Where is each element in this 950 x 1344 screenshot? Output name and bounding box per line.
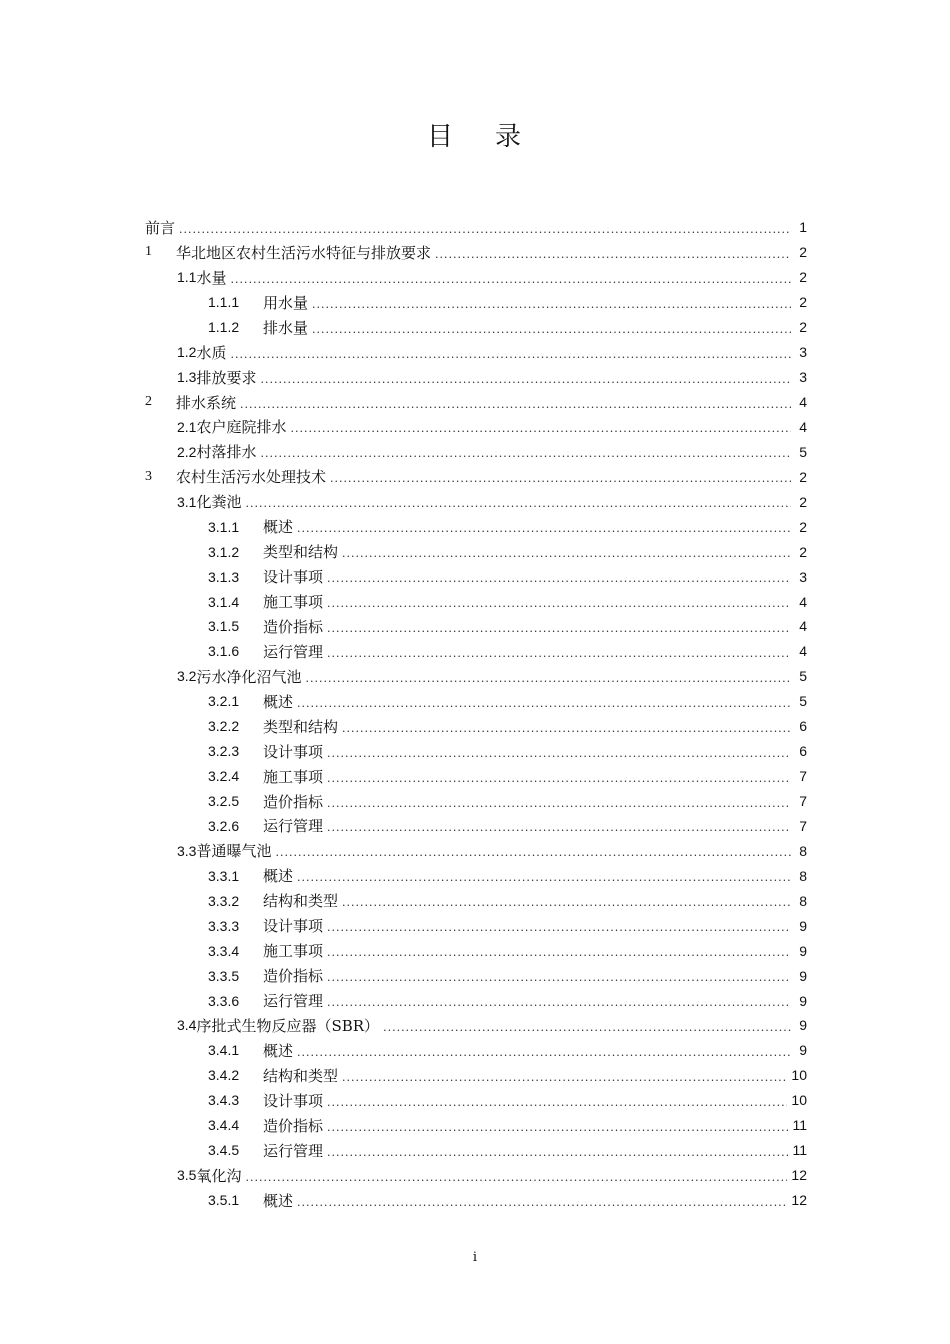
toc-entry[interactable]	[145, 1088, 807, 1113]
toc-entry[interactable]	[145, 639, 807, 664]
toc-entry-page: 7	[799, 817, 807, 834]
page-title	[0, 116, 950, 153]
toc-entry[interactable]	[145, 365, 807, 390]
toc-entry[interactable]	[145, 689, 807, 714]
dot-leader	[330, 473, 791, 484]
toc-entry-label: 施工事项	[263, 942, 324, 961]
toc-entry-number: 1.1	[177, 269, 197, 286]
dot-leader	[297, 1197, 787, 1208]
toc-entry-page: 2	[799, 294, 807, 311]
toc-entry[interactable]	[145, 913, 807, 938]
toc-entry-number: 3.4.4	[208, 1117, 240, 1134]
toc-entry-number: 3	[145, 468, 152, 484]
dot-leader	[327, 1122, 788, 1133]
toc-entry-number: 1	[145, 244, 152, 260]
toc-entry-page: 7	[799, 793, 807, 810]
toc-entry-page: 3	[799, 568, 807, 585]
toc-entry-label: 水质	[196, 343, 227, 362]
toc-entry-number: 3.3	[177, 842, 197, 859]
toc-entry-page: 3	[799, 344, 807, 361]
toc-entry-number: 2	[145, 394, 152, 410]
toc-entry[interactable]	[145, 1113, 807, 1138]
toc-entry-number: 3.5	[177, 1167, 197, 1184]
toc-entry-label: 造价指标	[263, 967, 324, 986]
dot-leader	[297, 1047, 791, 1058]
toc-entry-label: 序批式生物反应器（SBR）	[196, 1016, 380, 1035]
toc-entry-number: 2.2	[177, 443, 197, 460]
toc-entry-page: 9	[799, 1017, 807, 1034]
toc-entry-page: 3	[799, 369, 807, 386]
dot-leader	[327, 623, 791, 634]
toc-entry-label: 水量	[196, 268, 227, 287]
dot-leader	[260, 374, 791, 385]
toc-entry-label: 造价指标	[263, 792, 324, 811]
toc-entry-page: 10	[791, 1092, 807, 1109]
toc-entry-number: 3.1.4	[208, 593, 240, 610]
toc-entry[interactable]	[145, 789, 807, 814]
toc-entry-page: 5	[799, 668, 807, 685]
toc-entry-page: 11	[792, 1142, 807, 1159]
toc-entry-label: 排水系统	[176, 393, 237, 412]
toc-entry[interactable]	[145, 739, 807, 764]
toc-entry-page: 6	[799, 743, 807, 760]
toc-entry[interactable]	[145, 240, 807, 265]
toc-entry[interactable]	[145, 1188, 807, 1213]
toc-entry-page: 2	[799, 269, 807, 286]
toc-entry-page: 11	[792, 1117, 807, 1134]
dot-leader	[327, 798, 791, 809]
toc-entry-page: 4	[799, 593, 807, 610]
toc-entry-label: 普通曝气池	[196, 842, 272, 861]
toc-entry[interactable]	[145, 439, 807, 464]
toc-entry-number: 3.3.2	[208, 892, 240, 909]
toc-entry-label: 运行管理	[263, 992, 324, 1011]
toc-entry-page: 5	[799, 443, 807, 460]
toc-entry-page: 9	[799, 992, 807, 1009]
dot-leader	[245, 498, 791, 509]
toc-entry-number: 3.3.6	[208, 992, 240, 1009]
dot-leader	[230, 349, 791, 360]
toc-entry-page: 2	[799, 518, 807, 535]
toc-entry[interactable]	[145, 1063, 807, 1088]
toc-entry-page: 9	[799, 967, 807, 984]
dot-leader	[327, 822, 791, 833]
toc-entry-label: 施工事项	[263, 593, 324, 612]
title-char-left: 目	[426, 122, 455, 152]
toc-entry-label: 农村生活污水处理技术	[176, 468, 327, 487]
toc-entry-label: 污水净化沼气池	[196, 667, 302, 686]
dot-leader	[435, 249, 791, 260]
toc-entry-label: 设计事项	[263, 742, 324, 761]
toc-entry-number: 3.2	[177, 668, 197, 685]
dot-leader	[327, 1147, 788, 1158]
toc-entry-page: 2	[799, 319, 807, 336]
toc-entry-page: 9	[799, 942, 807, 959]
toc-entry-page: 9	[799, 1042, 807, 1059]
toc-entry-page: 2	[799, 493, 807, 510]
toc-entry[interactable]	[145, 215, 807, 240]
toc-entry-number: 3.2.4	[208, 768, 240, 785]
toc-entry[interactable]	[145, 714, 807, 739]
dot-leader	[327, 598, 791, 609]
dot-leader	[327, 773, 791, 784]
toc-entry[interactable]	[145, 863, 807, 888]
toc-entry-page: 7	[799, 768, 807, 785]
toc-entry-page: 12	[791, 1192, 807, 1209]
dot-leader	[327, 648, 791, 659]
toc-entry[interactable]	[145, 265, 807, 290]
toc-entry-page: 5	[799, 693, 807, 710]
toc-entry-label: 设计事项	[263, 917, 324, 936]
toc-entry-number: 3.4.2	[208, 1067, 240, 1084]
toc-entry[interactable]	[145, 963, 807, 988]
toc-entry[interactable]	[145, 764, 807, 789]
toc-entry[interactable]	[145, 1038, 807, 1063]
toc-entry-page: 4	[799, 618, 807, 635]
title-char-right: 录	[495, 122, 524, 152]
dot-leader	[245, 1172, 787, 1183]
dot-leader	[327, 1097, 787, 1108]
toc-entry-label: 概述	[263, 1191, 294, 1210]
toc-entry[interactable]	[145, 614, 807, 639]
dot-leader	[383, 1022, 791, 1033]
toc-entry-number: 3.4	[177, 1017, 197, 1034]
dot-leader	[297, 872, 791, 883]
toc-entry-page: 4	[799, 643, 807, 660]
toc-entry-number: 3.4.3	[208, 1092, 240, 1109]
footer-page-number: i	[472, 1250, 478, 1265]
toc-entry-number: 1.1.1	[208, 294, 240, 311]
dot-leader	[297, 698, 791, 709]
toc-entry-label: 概述	[263, 518, 294, 537]
toc-entry-number: 3.3.1	[208, 867, 240, 884]
toc-entry[interactable]	[145, 390, 807, 415]
toc-entry-number: 3.1.6	[208, 643, 240, 660]
dot-leader	[342, 897, 791, 908]
toc-entry[interactable]	[145, 664, 807, 689]
toc-entry[interactable]	[145, 1138, 807, 1163]
dot-leader	[260, 448, 791, 459]
dot-leader	[327, 748, 791, 759]
toc-entry[interactable]	[145, 290, 807, 315]
toc-entry[interactable]	[145, 1163, 807, 1188]
dot-leader	[342, 1072, 787, 1083]
toc-entry-page: 9	[799, 917, 807, 934]
toc-entry-number: 3.4.5	[208, 1142, 240, 1159]
toc-entry-page: 12	[791, 1167, 807, 1184]
toc-entry-label: 排放要求	[196, 368, 257, 387]
toc-entry[interactable]	[145, 838, 807, 863]
toc-entry-label: 施工事项	[263, 767, 324, 786]
toc-entry[interactable]	[145, 564, 807, 589]
toc-entry-number: 3.2.3	[208, 743, 240, 760]
dot-leader	[312, 324, 791, 335]
toc-entry-number: 1.1.2	[208, 319, 240, 336]
toc-entry[interactable]	[145, 589, 807, 614]
toc-entry[interactable]	[145, 1013, 807, 1038]
toc-entry-number: 3.1.3	[208, 568, 240, 585]
dot-leader	[179, 224, 791, 235]
table-of-contents	[145, 215, 807, 1213]
toc-entry-label: 运行管理	[263, 817, 324, 836]
toc-entry-label: 化粪池	[196, 493, 242, 512]
toc-entry-number: 3.2.5	[208, 793, 240, 810]
toc-entry-page: 4	[799, 394, 807, 411]
dot-leader	[290, 423, 791, 434]
toc-entry-label: 造价指标	[263, 1116, 324, 1135]
dot-leader	[305, 673, 791, 684]
toc-entry-page: 1	[799, 219, 807, 236]
toc-entry[interactable]	[145, 415, 807, 440]
toc-entry-label: 类型和结构	[263, 717, 339, 736]
toc-entry-label: 氧化沟	[196, 1166, 242, 1185]
toc-entry-label: 造价指标	[263, 617, 324, 636]
toc-entry-number: 3.3.5	[208, 967, 240, 984]
toc-entry-number: 1.3	[177, 369, 197, 386]
dot-leader	[327, 972, 791, 983]
toc-entry-page: 2	[799, 244, 807, 261]
toc-entry-page: 6	[799, 718, 807, 735]
toc-entry-number: 3.1.2	[208, 543, 240, 560]
toc-entry-label: 用水量	[263, 293, 309, 312]
toc-entry[interactable]	[145, 814, 807, 839]
toc-entry[interactable]	[145, 514, 807, 539]
dot-leader	[327, 573, 791, 584]
toc-entry-number: 1.2	[177, 344, 197, 361]
toc-entry-number: 3.2.1	[208, 693, 240, 710]
toc-entry-page: 4	[799, 418, 807, 435]
dot-leader	[275, 847, 791, 858]
toc-entry-number: 3.1.1	[208, 518, 240, 535]
dot-leader	[297, 523, 791, 534]
toc-entry[interactable]	[145, 539, 807, 564]
toc-entry-number: 3.3.4	[208, 942, 240, 959]
toc-entry-label: 结构和类型	[263, 1066, 339, 1085]
toc-entry-label: 设计事项	[263, 568, 324, 587]
toc-entry-label: 结构和类型	[263, 892, 339, 911]
toc-entry-number: 3.5.1	[208, 1192, 240, 1209]
dot-leader	[327, 997, 791, 1008]
toc-entry-page: 8	[799, 842, 807, 859]
toc-entry-page: 2	[799, 468, 807, 485]
toc-entry-label: 设计事项	[263, 1091, 324, 1110]
dot-leader	[230, 274, 791, 285]
toc-entry-number: 3.2.6	[208, 817, 240, 834]
toc-entry-label: 前言	[145, 218, 176, 237]
toc-entry-label: 概述	[263, 1041, 294, 1060]
toc-entry-label: 排水量	[263, 318, 309, 337]
toc-entry-number: 3.4.1	[208, 1042, 240, 1059]
dot-leader	[327, 947, 791, 958]
dot-leader	[312, 299, 791, 310]
toc-entry-label: 农户庭院排水	[196, 418, 287, 437]
toc-entry[interactable]	[145, 938, 807, 963]
toc-entry-label: 村落排水	[196, 443, 257, 462]
toc-entry[interactable]	[145, 489, 807, 514]
toc-entry-number: 3.3.3	[208, 917, 240, 934]
dot-leader	[327, 922, 791, 933]
toc-entry[interactable]	[145, 888, 807, 913]
toc-entry-label: 运行管理	[263, 1141, 324, 1160]
dot-leader	[342, 548, 791, 559]
toc-entry-number: 3.1.5	[208, 618, 240, 635]
toc-entry-number: 3.1	[177, 493, 197, 510]
toc-entry-number: 2.1	[177, 418, 197, 435]
toc-entry-page: 2	[799, 543, 807, 560]
toc-entry[interactable]	[145, 315, 807, 340]
toc-entry-page: 8	[799, 892, 807, 909]
toc-entry-label: 华北地区农村生活污水特征与排放要求	[176, 243, 432, 262]
dot-leader	[342, 723, 791, 734]
toc-entry[interactable]	[145, 464, 807, 489]
toc-entry-label: 类型和结构	[263, 543, 339, 562]
dot-leader	[240, 399, 791, 410]
toc-entry-label: 概述	[263, 867, 294, 886]
toc-entry-page: 10	[791, 1067, 807, 1084]
toc-entry-page: 8	[799, 867, 807, 884]
toc-entry-label: 运行管理	[263, 642, 324, 661]
toc-entry[interactable]	[145, 340, 807, 365]
toc-entry[interactable]	[145, 988, 807, 1013]
toc-entry-number: 3.2.2	[208, 718, 240, 735]
toc-entry-label: 概述	[263, 692, 294, 711]
